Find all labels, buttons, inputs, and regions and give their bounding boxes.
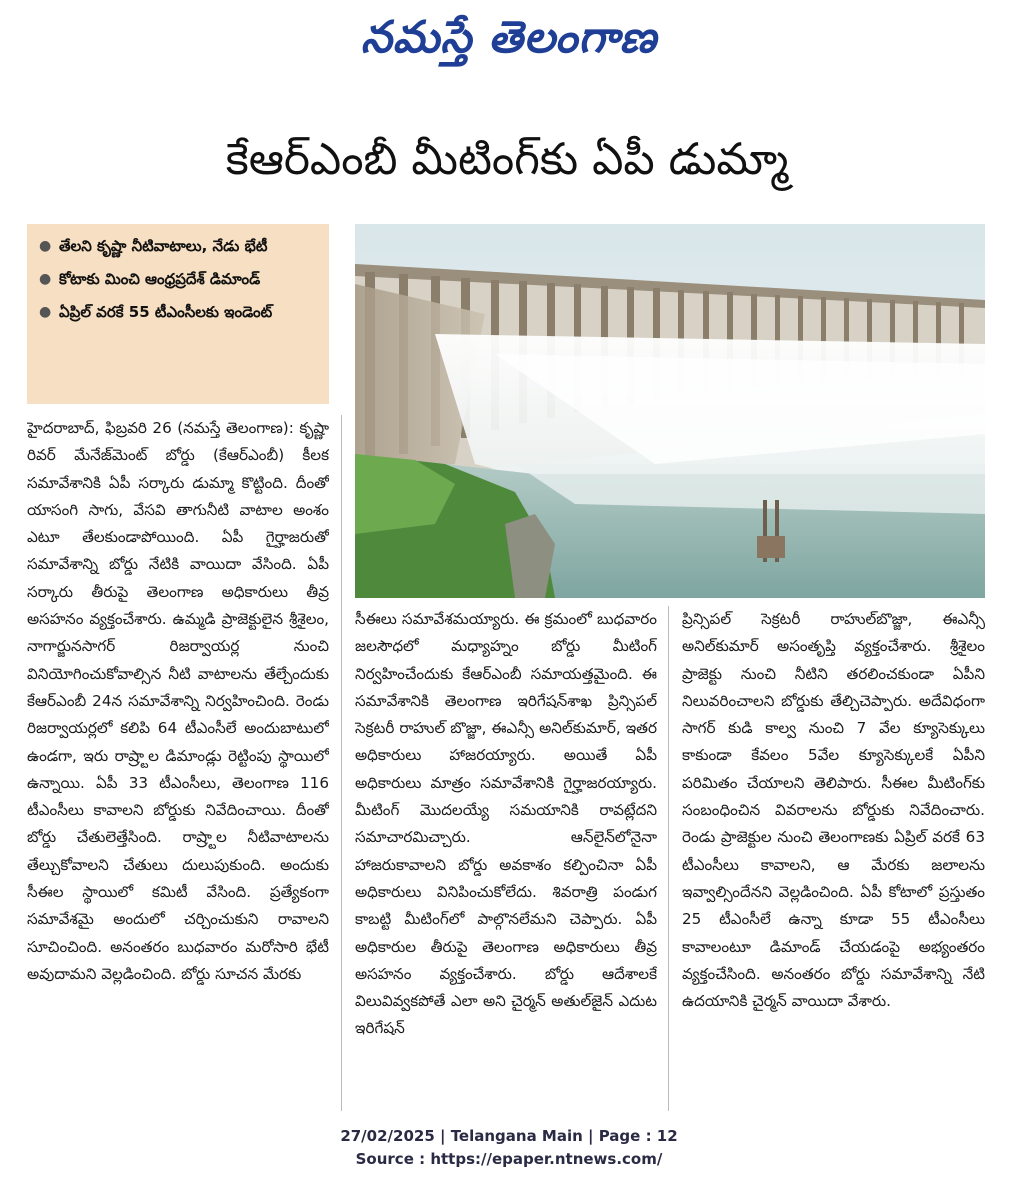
footer-source-link[interactable]: Source : https://epaper.ntnews.com/ [355,1150,663,1168]
highlight-text: తేలని కృష్ణా నీటివాటాలు, నేడు భేటీ [59,237,268,255]
bullet-icon: ● [39,304,52,320]
highlight-item [37,296,321,329]
column-divider [341,415,342,1111]
footer-edition-info: 27/02/2025 | Telangana Main | Page : 12 [340,1127,678,1145]
highlight-item [37,230,321,263]
masthead-logo: నమస్తే తెలంగాణ [360,12,658,63]
headline: కేఆర్ఎంబీ మీటింగ్‌కు ఏపీ డుమ్మా [225,134,789,185]
highlight-text: ఏప్రిల్ వరకే 55 టీఎంసీలకు ఇండెంట్ [59,303,273,321]
highlight-text: కోటాకు మించి ఆంధ్రప్రదేశ్ డిమాండ్ [59,270,261,288]
article-column-1: హైదరాబాద్, ఫిబ్రవరి 26 (నమస్తే తెలంగాణ): కృష్ణా రివర్ మేనేజ్‌మెంట్ బోర్డు (కేఆర్ఎంబీ) కీలక సమావేశానికి ఏపీ సర్కారు డుమ్మా కొట్టింది. దీంతో యాసంగి సాగు, వేసవి తాగునీటి వాటాల అంశం ఎటూ తేలకుండాపోయింది. ఏపీ గైర్హాజరుతో సమావేశాన్ని బోర్డు నేటికి వాయిదా వేసింది. ఏపీ సర్కారు తీరుపై తెలంగాణ అధికారులు తీవ్ర అసహనం వ్యక్తంచేశారు. ఉమ్మడి ప్రాజెక్టులైన శ్రీశైలం, నాగార్జునసాగర్ రిజర్వాయర్ల నుంచి వినియోగించుకోవాల్సిన నీటి వాటాలను తేల్చేందుకు కేఆర్ఎంబీ 24న సమావేశాన్ని నిర్వహించింది. రెండు రిజర్వాయర్లలో కలిపి 64 టీఎంసీలే అందుబాటులో ఉండగా, ఇరు రాష్ర్టాల డిమాండ్లు రెట్టింపు స్థాయిలో ఉన్నాయి. ఏపీ 33 టీఎంసీలు, తెలంగాణ 116 టీఎంసీలు కావాలని బోర్డుకు నివేదించాయి. దీంతో బోర్డు చేతులెత్తేసింది. రాష్ర్టాల నీటివాటాలను తేల్చుకోవాలని చేతులు దులుపుకుంది. అందుకు సీఈల స్థాయిలో కమిటీ వేసింది. ప్రత్యేకంగా సమావేశమై అందులో చర్చించుకుని రావాలని సూచించింది. అనంతరం బుధవారం మరోసారి భేటీ అవుదామని వెల్లడించింది. బోర్డు సూచన మేరకు [27,419,329,983]
article-column-2: సీఈలు సమావేశమయ్యారు. ఈ క్రమంలో బుధవారం జలసౌధలో మధ్యాహ్నం బోర్డు మీటింగ్ నిర్వహించేందుకు కేఆర్ఎంబీ సమాయత్తమైంది. ఈ సమావేశానికి తెలంగాణ ఇరిగేషన్‌శాఖ ప్రిన్సిపల్ సెక్రటరీ రాహుల్ బొజ్జా, ఈఎన్సీ అనిల్‌కుమార్, ఇతర అధికారులు హాజరయ్యారు. అయితే ఏపీ అధికారులు మాత్రం సమావేశానికి గైర్హాజరయ్యారు. మీటింగ్ మొదలయ్యే సమయానికి రావట్లేదని సమాచారమిచ్చారు. ఆన్‌లైన్‌లోనైనా హాజరుకావాలని బోర్డు అవకాశం కల్పించినా ఏపీ అధికారులు వినిపించుకోలేదు. శివరాత్రి పండుగ కాబట్టి మీటింగ్‌లో పాల్గొనలేమని చెప్పారు. ఏపీ అధికారుల తీరుపై తెలంగాణ అధికారులు తీవ్ర అసహనం వ్యక్తంచేశారు. బోర్డు ఆదేశాలకే విలువివ్వకపోతే ఎలా అని చైర్మన్ అతుల్‌జైన్ ఎదుట ఇరిగేషన్ [355,610,657,1038]
highlight-item [37,263,321,296]
dam-photo [355,224,985,598]
bullet-icon: ● [39,238,52,254]
article-column-3: ప్రిన్సిపల్ సెక్రటరీ రాహుల్‌బొజ్జా, ఈఎన్సీ అనిల్‌కుమార్ అసంతృప్తి వ్యక్తంచేశారు. శ్రీశైలం ప్రాజెక్టు నుంచి నీటిని తరలించకుండా ఏపీని నిలువరించాలని బోర్డుకు తేల్చిచెప్పారు. అదేవిధంగా సాగర్ కుడి కాల్వ నుంచి 7 వేల క్యూసెక్కులు కాకుండా కేవలం 5వేల క్యూసెక్కులకే ఏపీని పరిమితం చేయాలని తెలిపారు. సీఈల మీటింగ్‌కు సంబంధించిన వివరాలను బోర్డుకు నివేదించారు. రెండు ప్రాజెక్టుల నుంచి తెలంగాణకు ఏప్రిల్ వరకే 63 టీఎంసీలు కావాలని, ఆ మేరకు జలాలను ఇవ్వాల్సిందేనని వెల్లడించింది. ఏపీ కోటాలో ప్రస్తుతం 25 టీఎంసీలే ఉన్నా కూడా 55 టీఎంసీలు కావాలంటూ డిమాండ్ చేయడంపై అభ్యంతరం వ్యక్తంచేసింది. అనంతరం బోర్డు సమావేశాన్ని నేటి ఉదయానికి చైర్మన్ వాయిదా వేశారు. [682,610,985,1011]
bullet-icon: ● [39,271,52,287]
highlights-box [27,224,329,404]
column-divider [668,606,669,1111]
